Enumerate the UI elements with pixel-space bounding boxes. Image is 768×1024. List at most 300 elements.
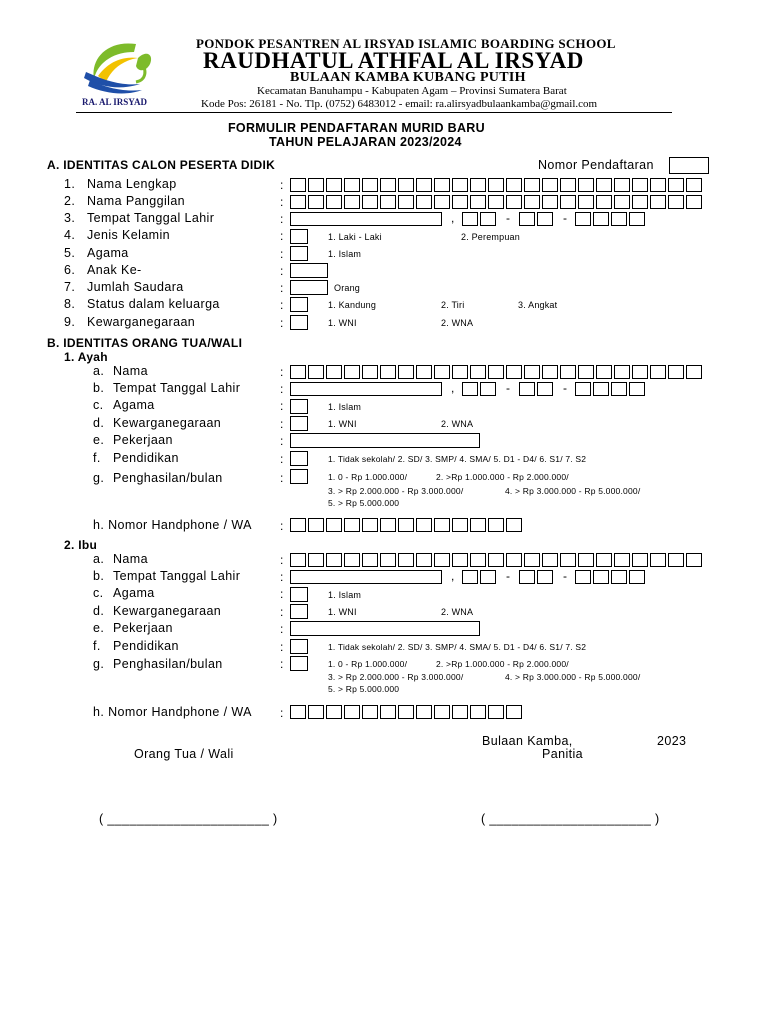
- gender-opt-male: 1. Laki - Laki: [328, 232, 382, 242]
- char-box[interactable]: [596, 365, 612, 379]
- mother-occupation-input[interactable]: [290, 621, 480, 636]
- char-box[interactable]: [632, 553, 648, 567]
- form-year: TAHUN PELAJARAN 2023/2024: [269, 135, 462, 149]
- char-box[interactable]: [434, 518, 450, 532]
- status-opt-1: 1. Kandung: [328, 300, 377, 310]
- a6-label: Anak Ke-: [87, 263, 142, 277]
- mother-birth-year-boxes[interactable]: [575, 570, 647, 584]
- char-box[interactable]: [326, 365, 342, 379]
- char-box[interactable]: [668, 553, 684, 567]
- dash-sep: -: [506, 211, 510, 225]
- char-box[interactable]: [537, 570, 553, 584]
- mother-citizen-wni: 1. WNI: [328, 607, 357, 617]
- mother-income-5: 5. > Rp 5.000.000: [328, 684, 400, 694]
- citizen-opt-wna: 2. WNA: [441, 318, 474, 328]
- char-box[interactable]: [488, 195, 504, 209]
- mother-income-3: 3. > Rp 2.000.000 - Rp 3.000.000/: [328, 672, 464, 682]
- char-box[interactable]: [308, 705, 324, 719]
- m-d-label: Kewarganegaraan: [113, 604, 222, 618]
- char-box[interactable]: [470, 553, 486, 567]
- char-box[interactable]: [416, 365, 432, 379]
- header-school-name: RAUDHATUL ATHFAL AL IRSYAD: [203, 48, 584, 73]
- char-box[interactable]: [452, 705, 468, 719]
- char-box[interactable]: [506, 365, 522, 379]
- mother-citizen-wna: 2. WNA: [441, 607, 474, 617]
- char-box[interactable]: [542, 178, 558, 192]
- char-box[interactable]: [488, 178, 504, 192]
- char-box[interactable]: [470, 195, 486, 209]
- f-e-num: e.: [93, 433, 105, 447]
- mother-phone-boxes[interactable]: [290, 705, 524, 719]
- father-birth-month-boxes[interactable]: [519, 382, 555, 396]
- f-c-label: Agama: [113, 398, 155, 412]
- colon: :: [280, 519, 284, 533]
- header-address: Kecamatan Banuhampu - Kabupaten Agam – Provinsi Sumatera Barat: [257, 85, 567, 97]
- a4-num: 4.: [64, 228, 76, 242]
- char-box[interactable]: [290, 365, 306, 379]
- char-box[interactable]: [452, 553, 468, 567]
- char-box[interactable]: [344, 178, 360, 192]
- m-g-label: Penghasilan/bulan: [113, 657, 223, 671]
- char-box[interactable]: [650, 178, 666, 192]
- colon: :: [280, 605, 284, 619]
- a8-num: 8.: [64, 297, 76, 311]
- char-box[interactable]: [611, 570, 627, 584]
- citizen-opt-wni: 1. WNI: [328, 318, 357, 328]
- char-box[interactable]: [650, 195, 666, 209]
- char-box[interactable]: [575, 212, 591, 226]
- char-box[interactable]: [452, 178, 468, 192]
- dash-sep: -: [506, 569, 510, 583]
- logo-text: RA. AL IRSYAD: [82, 97, 147, 107]
- colon: :: [280, 247, 284, 261]
- father-birth-year-boxes[interactable]: [575, 382, 647, 396]
- mother-birth-day-boxes[interactable]: [462, 570, 498, 584]
- section-b-title: B. IDENTITAS ORANG TUA/WALI: [47, 336, 243, 350]
- char-box[interactable]: [326, 705, 342, 719]
- f-h-label: h. Nomor Handphone / WA: [93, 518, 252, 532]
- father-income-3: 3. > Rp 2.000.000 - Rp 3.000.000/: [328, 486, 464, 496]
- char-box[interactable]: [416, 553, 432, 567]
- siblings-unit: Orang: [334, 283, 361, 293]
- char-box[interactable]: [308, 195, 324, 209]
- char-box[interactable]: [632, 365, 648, 379]
- char-box[interactable]: [506, 178, 522, 192]
- f-g-label: Penghasilan/bulan: [113, 471, 223, 485]
- f-d-label: Kewarganegaraan: [113, 416, 222, 430]
- char-box[interactable]: [524, 365, 540, 379]
- colon: :: [280, 417, 284, 431]
- committee-role-label: Panitia: [542, 747, 584, 761]
- char-box[interactable]: [452, 195, 468, 209]
- dash-sep: -: [563, 211, 567, 225]
- char-box[interactable]: [537, 382, 553, 396]
- colon: :: [280, 365, 284, 379]
- colon: :: [280, 298, 284, 312]
- char-box[interactable]: [524, 195, 540, 209]
- signature-year: 2023: [657, 734, 687, 748]
- colon: :: [280, 264, 284, 278]
- a6-num: 6.: [64, 263, 76, 277]
- char-box[interactable]: [326, 178, 342, 192]
- char-box[interactable]: [434, 705, 450, 719]
- m-c-num: c.: [93, 586, 104, 600]
- religion-checkbox[interactable]: [290, 246, 308, 261]
- parent-signature-line[interactable]: ( ______________________ ): [99, 812, 278, 826]
- char-box[interactable]: [686, 365, 702, 379]
- char-box[interactable]: [434, 365, 450, 379]
- char-box[interactable]: [506, 518, 522, 532]
- f-a-num: a.: [93, 364, 105, 378]
- char-box[interactable]: [290, 518, 306, 532]
- mother-income-4: 4. > Rp 3.000.000 - Rp 5.000.000/: [505, 672, 641, 682]
- dash-sep: -: [563, 569, 567, 583]
- char-box[interactable]: [524, 178, 540, 192]
- char-box[interactable]: [326, 553, 342, 567]
- char-box[interactable]: [380, 518, 396, 532]
- char-box[interactable]: [344, 365, 360, 379]
- char-box[interactable]: [362, 705, 378, 719]
- birth-day-boxes[interactable]: [462, 212, 498, 226]
- registration-number-label: Nomor Pendaftaran: [538, 158, 654, 172]
- colon: :: [280, 195, 284, 209]
- char-box[interactable]: [560, 178, 576, 192]
- comma-sep: ,: [451, 381, 455, 395]
- full-name-boxes[interactable]: [290, 178, 704, 192]
- f-e-label: Pekerjaan: [113, 433, 173, 447]
- m-d-num: d.: [93, 604, 105, 618]
- char-box[interactable]: [542, 365, 558, 379]
- char-box[interactable]: [560, 195, 576, 209]
- char-box[interactable]: [650, 553, 666, 567]
- header-line-3: BULAAN KAMBA KUBANG PUTIH: [290, 70, 526, 85]
- comma-sep: ,: [451, 569, 455, 583]
- char-box[interactable]: [524, 553, 540, 567]
- m-g-num: g.: [93, 657, 105, 671]
- char-box[interactable]: [560, 365, 576, 379]
- char-box[interactable]: [578, 178, 594, 192]
- char-box[interactable]: [470, 705, 486, 719]
- mother-citizenship-checkbox[interactable]: [290, 604, 308, 619]
- siblings-count-input[interactable]: [290, 280, 328, 295]
- char-box[interactable]: [380, 195, 396, 209]
- f-b-label: Tempat Tanggal Lahir: [113, 381, 241, 395]
- char-box[interactable]: [290, 178, 306, 192]
- char-box[interactable]: [308, 365, 324, 379]
- char-box[interactable]: [519, 382, 535, 396]
- m-f-label: Pendidikan: [113, 639, 179, 653]
- char-box[interactable]: [575, 570, 591, 584]
- gender-opt-female: 2. Perempuan: [461, 232, 520, 242]
- a8-label: Status dalam keluarga: [87, 297, 220, 311]
- parent-role-label: Orang Tua / Wali: [134, 747, 234, 761]
- char-box[interactable]: [462, 212, 478, 226]
- father-income-4: 4. > Rp 3.000.000 - Rp 5.000.000/: [505, 486, 641, 496]
- m-a-num: a.: [93, 552, 105, 566]
- char-box[interactable]: [596, 553, 612, 567]
- char-box[interactable]: [506, 195, 522, 209]
- char-box[interactable]: [596, 178, 612, 192]
- father-education-opts: 1. Tidak sekolah/ 2. SD/ 3. SMP/ 4. SMA/ 5. D1 - D4/ 6. S1/ 7. S2: [328, 454, 587, 464]
- char-box[interactable]: [416, 518, 432, 532]
- colon: :: [280, 229, 284, 243]
- char-box[interactable]: [398, 553, 414, 567]
- char-box[interactable]: [380, 553, 396, 567]
- colon: :: [280, 281, 284, 295]
- birth-month-boxes[interactable]: [519, 212, 555, 226]
- colon: :: [280, 382, 284, 396]
- char-box[interactable]: [611, 212, 627, 226]
- char-box[interactable]: [560, 553, 576, 567]
- father-religion-opt: 1. Islam: [328, 402, 362, 412]
- char-box[interactable]: [593, 212, 609, 226]
- char-box[interactable]: [686, 195, 702, 209]
- a9-num: 9.: [64, 315, 76, 329]
- a1-label: Nama Lengkap: [87, 177, 177, 191]
- char-box[interactable]: [362, 365, 378, 379]
- char-box[interactable]: [470, 365, 486, 379]
- char-box[interactable]: [308, 518, 324, 532]
- char-box[interactable]: [290, 553, 306, 567]
- char-box[interactable]: [290, 195, 306, 209]
- section-a-title: A. IDENTITAS CALON PESERTA DIDIK: [47, 158, 276, 172]
- char-box[interactable]: [488, 553, 504, 567]
- char-box[interactable]: [668, 195, 684, 209]
- char-box[interactable]: [416, 705, 432, 719]
- father-education-checkbox[interactable]: [290, 451, 308, 466]
- char-box[interactable]: [416, 178, 432, 192]
- char-box[interactable]: [629, 570, 645, 584]
- comma-sep: ,: [451, 211, 455, 225]
- f-c-num: c.: [93, 398, 104, 412]
- colon: :: [280, 706, 284, 720]
- char-box[interactable]: [611, 382, 627, 396]
- colon: :: [280, 657, 284, 671]
- birthplace-input[interactable]: [290, 212, 442, 226]
- mother-income-1: 1. 0 - Rp 1.000.000/: [328, 659, 408, 669]
- char-box[interactable]: [344, 705, 360, 719]
- char-box[interactable]: [434, 553, 450, 567]
- gender-checkbox[interactable]: [290, 229, 308, 244]
- char-box[interactable]: [398, 178, 414, 192]
- char-box[interactable]: [326, 518, 342, 532]
- committee-signature-line[interactable]: ( ______________________ ): [481, 812, 660, 826]
- mother-education-opts: 1. Tidak sekolah/ 2. SD/ 3. SMP/ 4. SMA/ 5. D1 - D4/ 6. S1/ 7. S2: [328, 642, 587, 652]
- char-box[interactable]: [614, 365, 630, 379]
- char-box[interactable]: [434, 195, 450, 209]
- char-box[interactable]: [308, 553, 324, 567]
- form-title: FORMULIR PENDAFTARAN MURID BARU: [228, 121, 485, 135]
- f-a-label: Nama: [113, 364, 148, 378]
- a2-num: 2.: [64, 194, 76, 208]
- char-box[interactable]: [686, 178, 702, 192]
- father-citizenship-checkbox[interactable]: [290, 416, 308, 431]
- father-title: 1. Ayah: [64, 350, 108, 364]
- father-citizen-wni: 1. WNI: [328, 419, 357, 429]
- char-box[interactable]: [519, 212, 535, 226]
- char-box[interactable]: [578, 195, 594, 209]
- char-box[interactable]: [593, 382, 609, 396]
- char-box[interactable]: [542, 553, 558, 567]
- mother-title: 2. Ibu: [64, 538, 98, 552]
- a5-num: 5.: [64, 246, 76, 260]
- father-occupation-input[interactable]: [290, 433, 480, 448]
- dash-sep: -: [563, 381, 567, 395]
- char-box[interactable]: [480, 212, 496, 226]
- header-contact: Kode Pos: 26181 - No. Tlp. (0752) 6483012 - email: ra.alirsyadbulaankamba@gmail.com: [201, 98, 598, 110]
- a3-num: 3.: [64, 211, 76, 225]
- char-box[interactable]: [488, 518, 504, 532]
- mother-birth-month-boxes[interactable]: [519, 570, 555, 584]
- colon: :: [280, 587, 284, 601]
- char-box[interactable]: [416, 195, 432, 209]
- char-box[interactable]: [519, 570, 535, 584]
- m-a-label: Nama: [113, 552, 148, 566]
- family-status-checkbox[interactable]: [290, 297, 308, 312]
- char-box[interactable]: [542, 195, 558, 209]
- f-f-num: f.: [93, 451, 101, 465]
- char-box[interactable]: [480, 570, 496, 584]
- birth-year-boxes[interactable]: [575, 212, 647, 226]
- mother-name-boxes[interactable]: [290, 553, 704, 567]
- colon: :: [280, 640, 284, 654]
- header-line-1: PONDOK PESANTREN AL IRSYAD ISLAMIC BOARDING SCHOOL: [196, 36, 616, 51]
- char-box[interactable]: [362, 178, 378, 192]
- char-box[interactable]: [308, 178, 324, 192]
- header-divider: [76, 112, 672, 113]
- char-box[interactable]: [434, 178, 450, 192]
- m-h-label: h. Nomor Handphone / WA: [93, 705, 252, 719]
- char-box[interactable]: [380, 365, 396, 379]
- m-e-label: Pekerjaan: [113, 621, 173, 635]
- char-box[interactable]: [488, 365, 504, 379]
- colon: :: [280, 553, 284, 567]
- colon: :: [280, 471, 284, 485]
- char-box[interactable]: [290, 705, 306, 719]
- char-box[interactable]: [398, 365, 414, 379]
- father-income-5: 5. > Rp 5.000.000: [328, 498, 400, 508]
- char-box[interactable]: [398, 195, 414, 209]
- char-box[interactable]: [362, 518, 378, 532]
- char-box[interactable]: [506, 705, 522, 719]
- colon: :: [280, 570, 284, 584]
- char-box[interactable]: [452, 365, 468, 379]
- char-box[interactable]: [344, 518, 360, 532]
- char-box[interactable]: [593, 570, 609, 584]
- char-box[interactable]: [632, 195, 648, 209]
- m-c-label: Agama: [113, 586, 155, 600]
- char-box[interactable]: [362, 553, 378, 567]
- mother-income-2: 2. >Rp 1.000.000 - Rp 2.000.000/: [436, 659, 569, 669]
- f-f-label: Pendidikan: [113, 451, 179, 465]
- m-b-label: Tempat Tanggal Lahir: [113, 569, 241, 583]
- char-box[interactable]: [462, 382, 478, 396]
- father-income-2: 2. >Rp 1.000.000 - Rp 2.000.000/: [436, 472, 569, 482]
- char-box[interactable]: [578, 365, 594, 379]
- colon: :: [280, 178, 284, 192]
- char-box[interactable]: [488, 705, 504, 719]
- a1-num: 1.: [64, 177, 76, 191]
- char-box[interactable]: [686, 553, 702, 567]
- char-box[interactable]: [398, 518, 414, 532]
- mother-birthplace-input[interactable]: [290, 570, 442, 584]
- nickname-boxes[interactable]: [290, 195, 704, 209]
- char-box[interactable]: [452, 518, 468, 532]
- char-box[interactable]: [632, 178, 648, 192]
- mother-income-checkbox[interactable]: [290, 656, 308, 671]
- char-box[interactable]: [629, 382, 645, 396]
- father-income-checkbox[interactable]: [290, 469, 308, 484]
- colon: :: [280, 399, 284, 413]
- father-income-1: 1. 0 - Rp 1.000.000/: [328, 472, 408, 482]
- a7-label: Jumlah Saudara: [87, 280, 184, 294]
- mother-religion-opt: 1. Islam: [328, 590, 362, 600]
- m-f-num: f.: [93, 639, 101, 653]
- a9-label: Kewarganegaraan: [87, 315, 196, 329]
- char-box[interactable]: [462, 570, 478, 584]
- char-box[interactable]: [344, 195, 360, 209]
- a4-label: Jenis Kelamin: [87, 228, 171, 242]
- mother-religion-checkbox[interactable]: [290, 587, 308, 602]
- father-citizen-wna: 2. WNA: [441, 419, 474, 429]
- a7-num: 7.: [64, 280, 76, 294]
- char-box[interactable]: [380, 178, 396, 192]
- char-box[interactable]: [470, 178, 486, 192]
- char-box[interactable]: [380, 705, 396, 719]
- char-box[interactable]: [596, 195, 612, 209]
- f-b-num: b.: [93, 381, 105, 395]
- char-box[interactable]: [470, 518, 486, 532]
- father-religion-checkbox[interactable]: [290, 399, 308, 414]
- char-box[interactable]: [575, 382, 591, 396]
- char-box[interactable]: [506, 553, 522, 567]
- char-box[interactable]: [326, 195, 342, 209]
- char-box[interactable]: [614, 195, 630, 209]
- colon: :: [280, 316, 284, 330]
- colon: :: [280, 212, 284, 226]
- a5-label: Agama: [87, 246, 129, 260]
- religion-opt-islam: 1. Islam: [328, 249, 362, 259]
- father-birthplace-input[interactable]: [290, 382, 442, 396]
- registration-number-input[interactable]: [669, 157, 709, 174]
- char-box[interactable]: [614, 553, 630, 567]
- citizenship-checkbox[interactable]: [290, 315, 308, 330]
- colon: :: [280, 622, 284, 636]
- f-g-num: g.: [93, 471, 105, 485]
- father-phone-boxes[interactable]: [290, 518, 524, 532]
- char-box[interactable]: [398, 705, 414, 719]
- char-box[interactable]: [480, 382, 496, 396]
- char-box[interactable]: [614, 178, 630, 192]
- signature-place: Bulaan Kamba,: [482, 734, 573, 748]
- char-box[interactable]: [344, 553, 360, 567]
- status-opt-2: 2. Tiri: [441, 300, 465, 310]
- child-order-input[interactable]: [290, 263, 328, 278]
- father-name-boxes[interactable]: [290, 365, 704, 379]
- char-box[interactable]: [578, 553, 594, 567]
- m-b-num: b.: [93, 569, 105, 583]
- father-birth-day-boxes[interactable]: [462, 382, 498, 396]
- status-opt-3: 3. Angkat: [518, 300, 558, 310]
- char-box[interactable]: [650, 365, 666, 379]
- char-box[interactable]: [668, 178, 684, 192]
- char-box[interactable]: [362, 195, 378, 209]
- char-box[interactable]: [537, 212, 553, 226]
- mother-education-checkbox[interactable]: [290, 639, 308, 654]
- char-box[interactable]: [668, 365, 684, 379]
- char-box[interactable]: [629, 212, 645, 226]
- colon: :: [280, 434, 284, 448]
